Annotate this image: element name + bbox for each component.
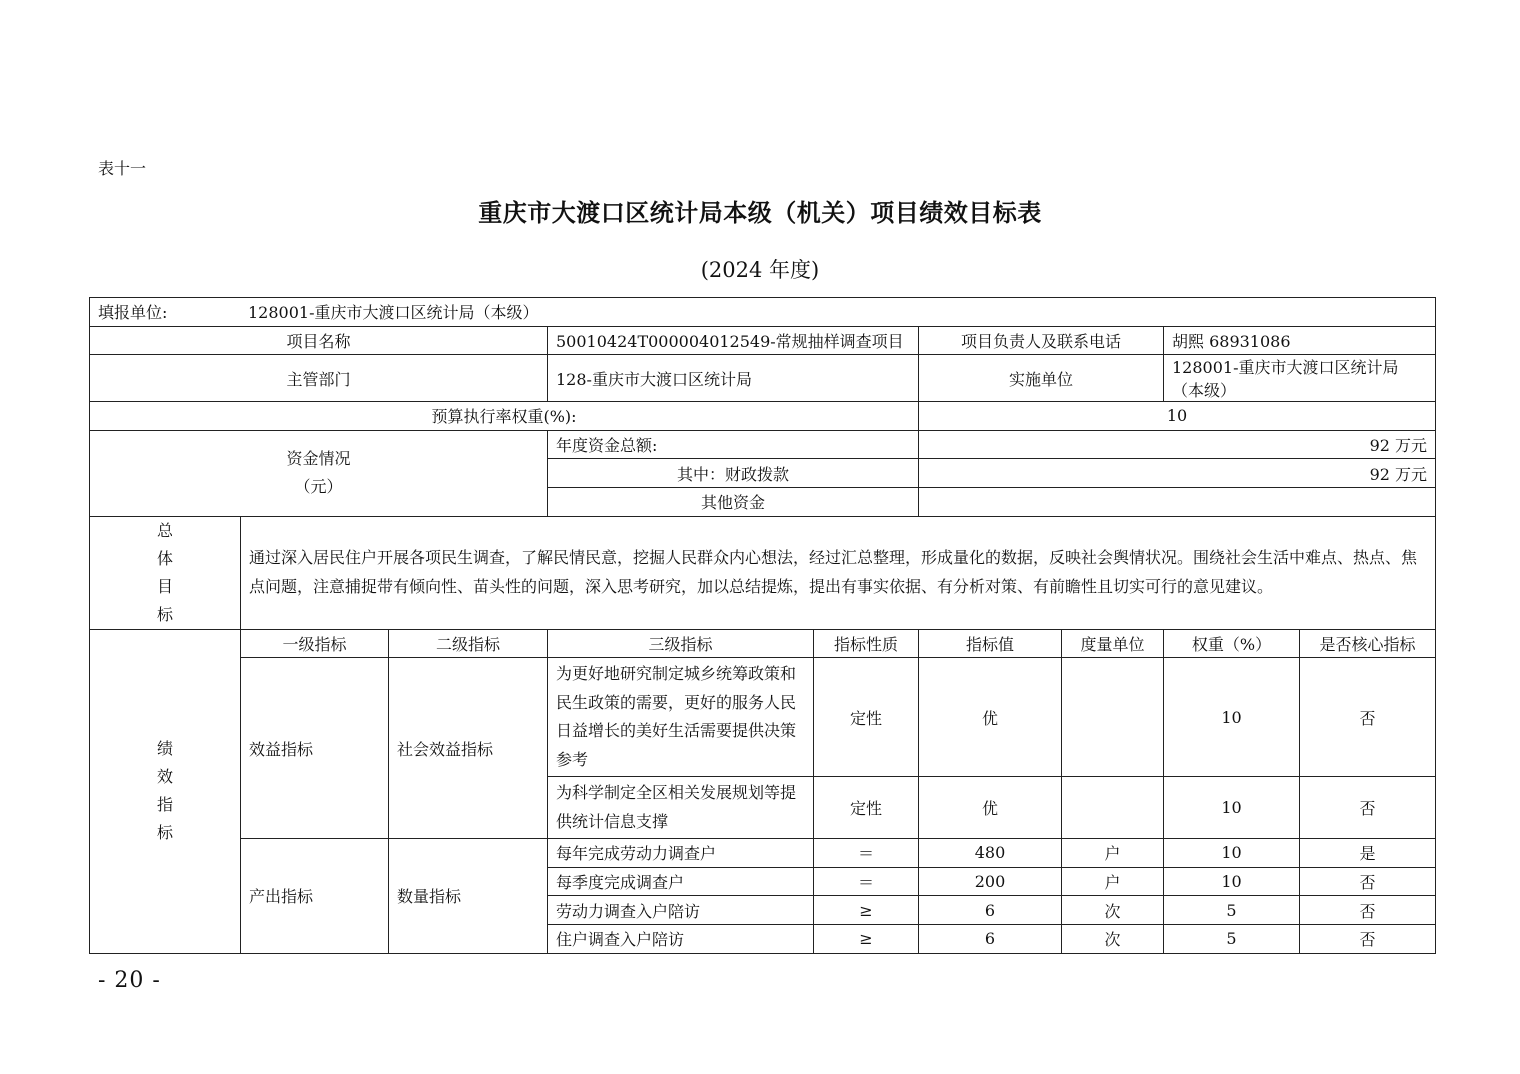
value-cell: 优 <box>919 658 1062 777</box>
unit-cell: 户 <box>1062 867 1164 896</box>
document-title: 重庆市大渡口区统计局本级（机关）项目绩效目标表 <box>478 198 1042 227</box>
header-nature: 指标性质 <box>814 629 919 658</box>
impl-label: 实施单位 <box>919 355 1164 402</box>
core-cell: 否 <box>1300 867 1436 896</box>
goal-label: 总 体 目 标 <box>90 516 241 629</box>
goal-text: 通过深入居民住户开展各项民生调查，了解民情民意，挖掘人民群众内心想法，经过汇总整理，形成量化的数据，反映社会舆情状况。围绕社会生活中难点、热点、焦点问题，注意捕捉带有倾向性、苗头性的问题，深入思考研究，加以总结提炼，提出有事实依据、有分析对策、有前瞻性且切实可行的意见建议。 <box>241 516 1436 629</box>
funds-other-label: 其他资金 <box>548 487 919 516</box>
dept-label: 主管部门 <box>90 355 548 402</box>
level3-cell: 每季度完成调查户 <box>548 867 814 896</box>
level3-cell: 住户调查入户陪访 <box>548 924 814 953</box>
weight-cell: 5 <box>1164 896 1300 925</box>
project-name-row <box>90 326 1436 355</box>
unit-cell: 次 <box>1062 896 1164 925</box>
header-level3: 三级指标 <box>548 629 814 658</box>
funds-fiscal-value: 92 万元 <box>919 459 1436 488</box>
level2-cell: 数量指标 <box>389 839 548 953</box>
unit-cell: 次 <box>1062 924 1164 953</box>
table-row <box>90 839 1436 868</box>
document-year: (2024 年度) <box>700 258 820 282</box>
nature-cell: ＝ <box>814 867 919 896</box>
core-cell: 是 <box>1300 839 1436 868</box>
table-number: 表十一 <box>98 159 147 178</box>
nature-cell: ＝ <box>814 839 919 868</box>
page-number: - 20 - <box>98 968 161 993</box>
fill-unit-value: 128001-重庆市大渡口区统计局（本级） <box>248 303 539 323</box>
project-name-value: 50010424T000004012549-常规抽样调查项目 <box>548 326 919 355</box>
perf-header-row <box>90 629 1436 658</box>
unit-cell <box>1062 777 1164 839</box>
weight-cell: 10 <box>1164 867 1300 896</box>
value-cell: 6 <box>919 924 1062 953</box>
dept-row <box>90 355 1436 402</box>
contact-value: 胡熙 68931086 <box>1164 326 1436 355</box>
level3-cell: 劳动力调查入户陪访 <box>548 896 814 925</box>
value-cell: 480 <box>919 839 1062 868</box>
funds-total-label: 年度资金总额: <box>548 430 919 459</box>
level2-cell: 社会效益指标 <box>389 658 548 839</box>
weight-value: 10 <box>919 402 1436 431</box>
weight-cell: 10 <box>1164 658 1300 777</box>
table-row <box>90 658 1436 777</box>
level3-cell: 为科学制定全区相关发展规划等提供统计信息支撑 <box>548 777 814 839</box>
header-value: 指标值 <box>919 629 1062 658</box>
perf-label: 绩 效 指 标 <box>90 629 241 953</box>
core-cell: 否 <box>1300 924 1436 953</box>
unit-cell <box>1062 658 1164 777</box>
funds-label <box>90 430 548 516</box>
funds-other-value <box>919 487 1436 516</box>
nature-cell: ≥ <box>814 896 919 925</box>
level3-cell: 为更好地研究制定城乡统筹政策和民生政策的需要，更好的服务人民日益增长的美好生活需要提供决策参考 <box>548 658 814 777</box>
level1-cell: 效益指标 <box>241 658 389 839</box>
nature-cell: ≥ <box>814 924 919 953</box>
level3-cell: 每年完成劳动力调查户 <box>548 839 814 868</box>
header-level2: 二级指标 <box>389 629 548 658</box>
header-level1: 一级指标 <box>241 629 389 658</box>
weight-cell: 5 <box>1164 924 1300 953</box>
weight-label: 预算执行率权重(%): <box>90 402 919 431</box>
weight-cell: 10 <box>1164 777 1300 839</box>
weight-cell: 10 <box>1164 839 1300 868</box>
funds-total-row <box>90 430 1436 459</box>
funds-total-value: 92 万元 <box>919 430 1436 459</box>
performance-target-table <box>89 297 1436 954</box>
funds-label-line2: （元） <box>294 477 343 497</box>
header-unit: 度量单位 <box>1062 629 1164 658</box>
project-name-label: 项目名称 <box>90 326 548 355</box>
core-cell: 否 <box>1300 777 1436 839</box>
value-cell: 6 <box>919 896 1062 925</box>
header-weight: 权重（%） <box>1164 629 1300 658</box>
header-core: 是否核心指标 <box>1300 629 1436 658</box>
funds-label-line1: 资金情况 <box>286 449 351 469</box>
fill-unit-row <box>90 298 1436 327</box>
unit-cell: 户 <box>1062 839 1164 868</box>
contact-label: 项目负责人及联系电话 <box>919 326 1164 355</box>
nature-cell: 定性 <box>814 658 919 777</box>
funds-fiscal-label: 其中：财政拨款 <box>548 459 919 488</box>
dept-value: 128-重庆市大渡口区统计局 <box>548 355 919 402</box>
goal-row <box>90 516 1436 629</box>
core-cell: 否 <box>1300 896 1436 925</box>
value-cell: 200 <box>919 867 1062 896</box>
weight-row <box>90 402 1436 431</box>
fill-unit-label: 填报单位: <box>98 303 168 323</box>
impl-value: 128001-重庆市大渡口区统计局（本级） <box>1164 355 1436 402</box>
nature-cell: 定性 <box>814 777 919 839</box>
value-cell: 优 <box>919 777 1062 839</box>
level1-cell: 产出指标 <box>241 839 389 953</box>
core-cell: 否 <box>1300 658 1436 777</box>
